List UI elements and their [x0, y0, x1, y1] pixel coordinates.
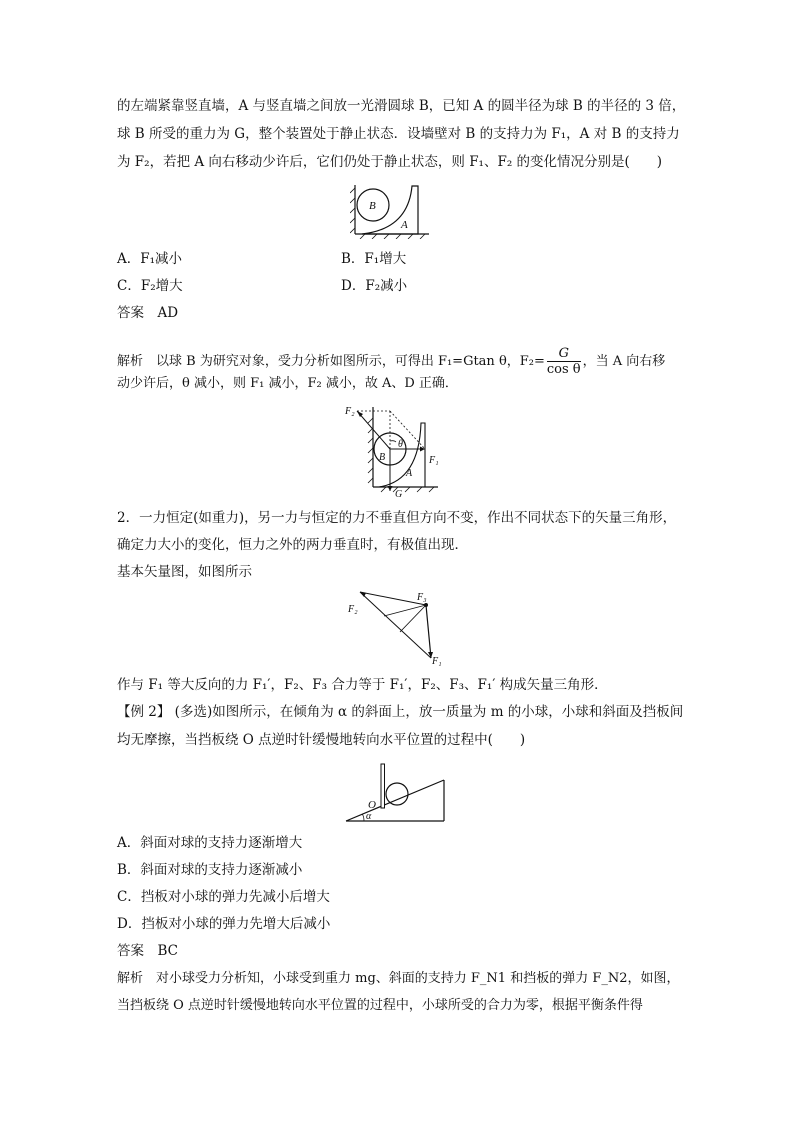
- ex2-line-2: 均无摩擦，当挡板绕 O 点逆时针缓慢地转向水平位置的过程中( ): [117, 732, 526, 748]
- label-theta: θ: [398, 439, 403, 450]
- ex2-analysis-1: 解析 对小球受力分析知，小球受到重力 mg、斜面的支持力 F_N1 和挡板的弹力 F_N2，如图，: [117, 971, 680, 986]
- section2-line-3: 基本矢量图，如图所示: [117, 564, 252, 580]
- label-f1: F₁: [429, 455, 439, 466]
- figure-vector-triangle: [344, 588, 444, 666]
- ex2-answer: 答案 BC: [117, 943, 179, 959]
- label-f1-vector: F₁: [432, 656, 442, 666]
- label-o: O: [368, 799, 376, 811]
- q1-line-1: 的左端紧靠竖直墙，A 与竖直墙之间放一光滑圆球 B，已知 A 的圆半径为球 B 的半径的 3 倍，: [117, 98, 686, 114]
- q1-analysis-1-tail: ，当 A 向右移: [582, 354, 666, 369]
- ex2-line-1: 【例 2】 (多选)如图所示，在倾角为 α 的斜面上，放一质量为 m 的小球，小球和斜面及挡板间: [117, 704, 684, 720]
- label-f3: F₃: [417, 592, 427, 603]
- label-alpha: α: [366, 811, 372, 822]
- ex2-option-b: B．斜面对球的支持力逐渐减小: [117, 862, 303, 878]
- ex2-option-d: D．挡板对小球的弹力先增大后减小: [117, 916, 331, 932]
- label-g: G: [395, 489, 403, 498]
- q1-option-b: B．F₁增大: [341, 251, 407, 267]
- ex2-option-a: A．斜面对球的支持力逐渐增大: [117, 835, 303, 851]
- label-f2-vector: F₂: [348, 604, 358, 615]
- label-block-a: A: [401, 219, 408, 231]
- q1-analysis-1-text: 解析 以球 B 为研究对象，受力分析如图所示，可得出 F₁=Gtan θ，F₂=: [117, 354, 545, 369]
- section2-line-2: 确定力大小的变化，恒力之外的两力垂直时，有极值出现．: [117, 537, 468, 553]
- q1-option-d: D．F₂减小: [341, 278, 408, 294]
- fraction-g-over-cos: [547, 346, 581, 377]
- q1-analysis-2: 动少许后，θ 减小，则 F₁ 减小，F₂ 减小，故 A、D 正确．: [117, 376, 458, 391]
- ex2-analysis-2: 当挡板绕 O 点逆时针缓慢地转向水平位置的过程中，小球所受的合力为零，根据平衡条件得: [117, 998, 643, 1013]
- figure-incline-baffle: [344, 758, 448, 826]
- label-ball-b: B: [369, 200, 376, 212]
- q1-option-a: A．F₁减小: [117, 251, 183, 267]
- label-f2: F₂: [345, 406, 355, 417]
- q1-answer: 答案 AD: [117, 305, 179, 321]
- q1-line-3: 为 F₂，若把 A 向右移动少许后，它们仍处于静止状态，则 F₁、F₂ 的变化情况分别是( ): [117, 154, 663, 170]
- figure-force-diagram: [343, 403, 443, 498]
- fraction-denominator: cos θ: [546, 362, 581, 377]
- q1-line-2: 球 B 所受的重力为 G，整个装置处于静止状态．设墙壁对 B 的支持力为 F₁，A 对 B 的支持力: [117, 126, 680, 142]
- q1-option-c: C．F₂增大: [117, 278, 183, 294]
- figure-wall-ball-block: [350, 183, 432, 239]
- ex2-option-c: C．挡板对小球的弹力先减小后增大: [117, 889, 330, 905]
- section2-line-4: 作与 F₁ 等大反向的力 F₁′，F₂、F₃ 合力等于 F₁′，F₂、F₃、F₁′ 构成矢量三角形．: [117, 677, 608, 693]
- label-b: B: [379, 452, 386, 463]
- label-a: A: [406, 468, 413, 479]
- q1-analysis-1: [117, 346, 665, 377]
- section2-line-1: 2．一力恒定(如重力)，另一力与恒定的力不垂直但方向不变，作出不同状态下的矢量三角形，: [117, 510, 677, 526]
- fraction-numerator: G: [547, 346, 581, 362]
